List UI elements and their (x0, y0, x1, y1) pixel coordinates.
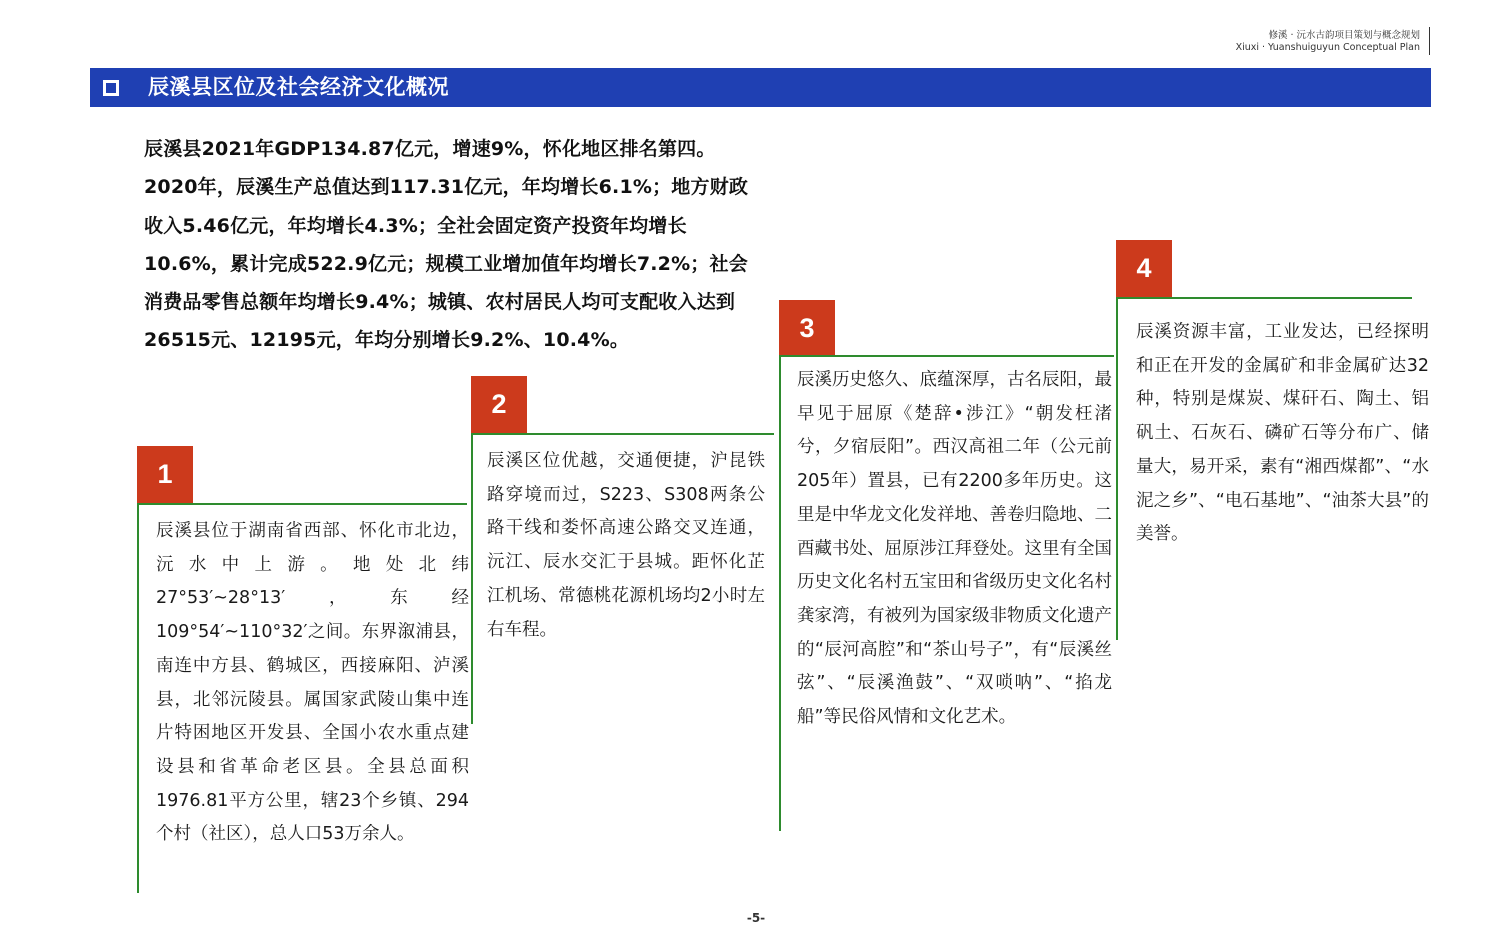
header-title-en: Xiuxi · Yuanshuiguyun Conceptual Plan (1235, 42, 1420, 53)
card-resources (1116, 240, 1431, 640)
square-bullet-icon (103, 80, 119, 96)
section-title-bar (90, 68, 1431, 107)
card-text: 辰溪县位于湖南省西部、怀化市北边，沅水中上游。地处北纬27°53′~28°13′，东经109°54′~110°32′之间。东界溆浦县，南连中方县、鹤城区，西接麻阳、泸溪县，北邻沅陵县。属国家武陵山集中连片特困地区开发县、全国小农水重点建设县和省革命老区县。全县总面积1976.81平方公里，辖23个乡镇、294个村（社区），总人口53万余人。 (156, 521, 469, 845)
card-number-badge: 2 (471, 376, 527, 433)
card-left-line (471, 433, 473, 724)
economic-summary: 辰溪县2021年GDP134.87亿元，增速9%，怀化地区排名第四。2020年，辰溪生产总值达到117.31亿元，年均增长6.1%；地方财政收入5.46亿元，年均增长4.3%；全社会固定资产投资年均增长10.6%，累计完成522.9亿元；规模工业增加值年均增长7.2%；社会消费品零售总额年均增长9.4%；城镇、农村居民人均可支配收入达到26515元、12195元，年均分别增长9.2%、10.4%。 (144, 138, 749, 352)
card-top-line (1116, 297, 1412, 299)
card-history (779, 300, 1114, 831)
card-left-line (1116, 297, 1118, 640)
card-text: 辰溪区位优越，交通便捷，沪昆铁路穿境而过，S223、S308两条公路干线和娄怀高速公路交叉连通，沅江、辰水交汇于县城。距怀化芷江机场、常德桃花源机场均2小时左右车程。 (487, 451, 765, 640)
card-top-line (779, 355, 1114, 357)
card-number-badge: 3 (779, 300, 835, 357)
card-left-line (137, 503, 139, 893)
page-number: -5- (746, 911, 766, 925)
section-title: 辰溪县区位及社会经济文化概况 (148, 75, 449, 99)
card-left-line (779, 355, 781, 831)
header-project-title (1236, 30, 1420, 54)
card-number-badge: 4 (1116, 240, 1172, 297)
card-text: 辰溪历史悠久、底蕴深厚，古名辰阳，最早见于屈原《楚辞•涉江》“朝发枉渚兮，夕宿辰阳”。西汉高祖二年（公元前205年）置县，已有2200多年历史。这里是中华龙文化发祥地、善卷归隐地、二酉藏书处、屈原涉江拜登处。这里有全国历史文化名村五宝田和省级历史文化名村龚家湾，有被列为国家级非物质文化遗产的“辰河高腔”和“茶山号子”，有“辰溪丝弦”、“辰溪渔鼓”、“双唢呐”、“掐龙船”等民俗风情和文化艺术。 (797, 370, 1112, 728)
card-transport (471, 376, 774, 724)
card-top-line (471, 433, 774, 435)
card-text: 辰溪资源丰富，工业发达，已经探明和正在开发的金属矿和非金属矿达32种，特别是煤炭、煤矸石、陶土、铝矾土、石灰石、磷矿石等分布广、储量大，易开采，素有“湘西煤都”、“水泥之乡”、“电石基地”、“油茶大县”的美誉。 (1136, 322, 1429, 545)
header-divider (1429, 27, 1430, 55)
header-title-cn: 修溪 · 沅水古韵项目策划与概念规划 (1268, 30, 1420, 41)
card-top-line (137, 503, 467, 505)
card-location (137, 446, 467, 893)
card-number-badge: 1 (137, 446, 193, 503)
